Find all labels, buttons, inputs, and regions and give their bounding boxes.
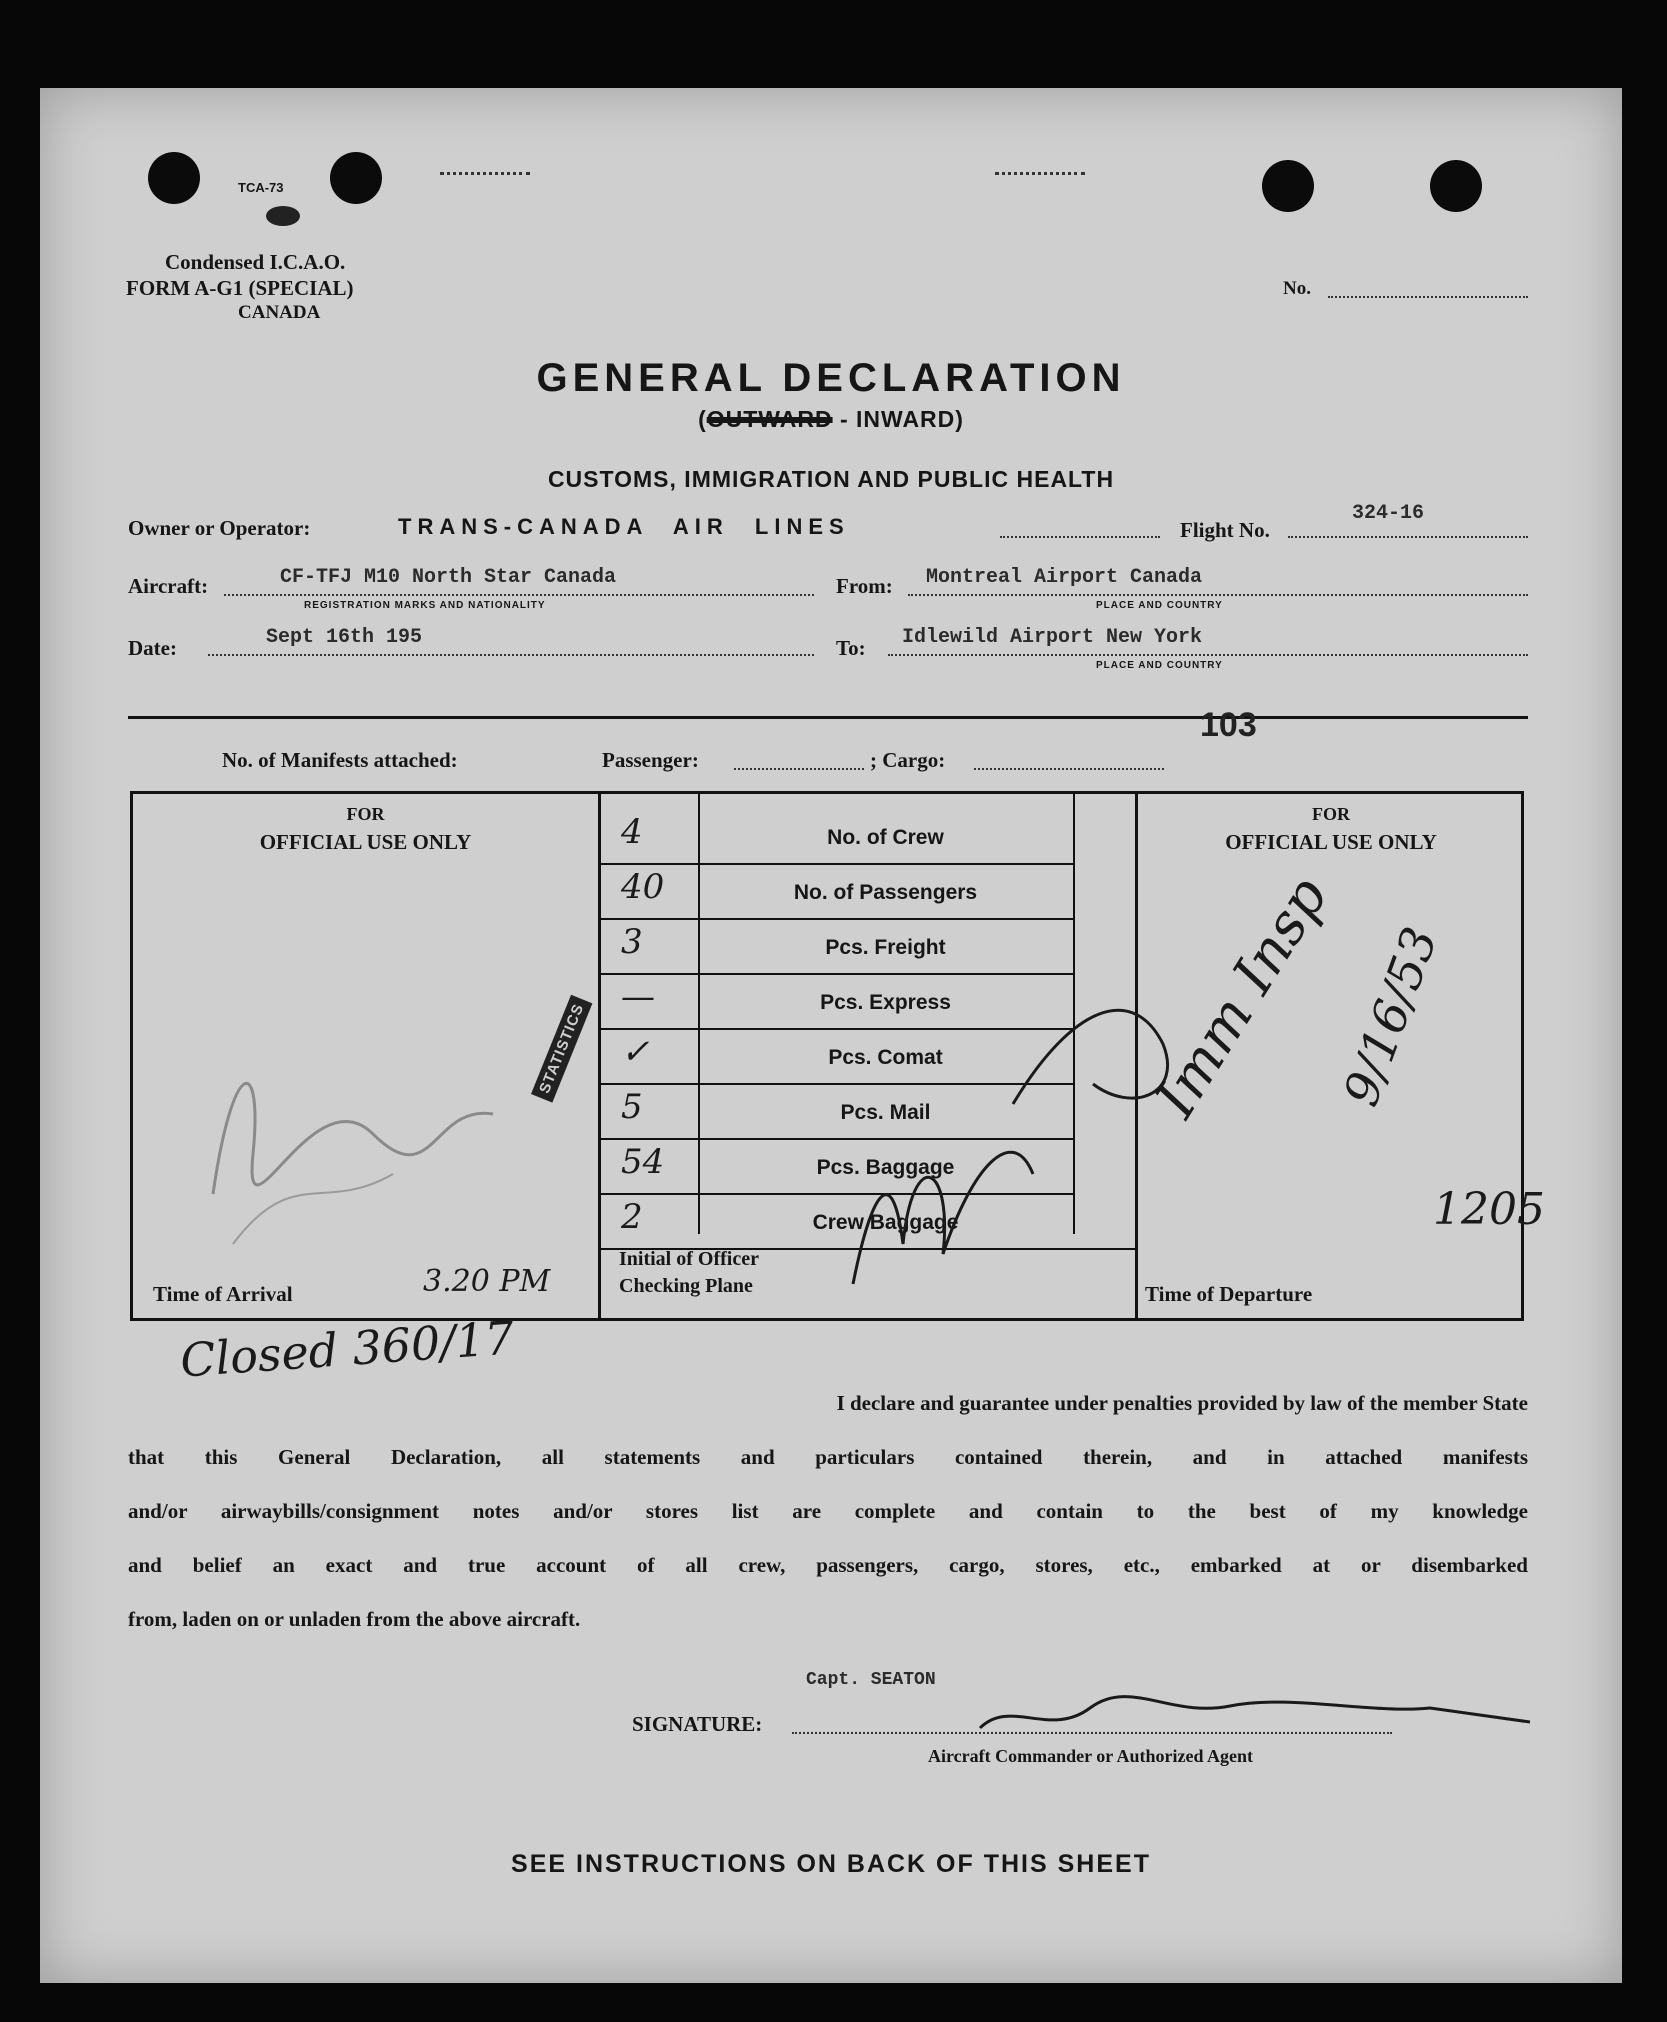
- closed-note: Closed 360/17: [178, 1310, 516, 1388]
- number-field[interactable]: [1328, 296, 1528, 298]
- document-sheet: [40, 88, 1622, 1983]
- captain-signature: [970, 1678, 1550, 1748]
- signature-label: SIGNATURE:: [632, 1712, 763, 1736]
- row-label: Pcs. Baggage: [816, 1156, 955, 1179]
- divider: [128, 716, 1528, 719]
- passenger-manifest-label: Passenger:: [602, 748, 699, 772]
- initial-label-line1: Initial of Officer: [619, 1248, 759, 1270]
- form-code: TCA-73: [238, 180, 284, 195]
- time-departure-label: Time of Departure: [1145, 1282, 1313, 1306]
- from-caption: PLACE AND COUNTRY: [1096, 600, 1223, 611]
- punch-hole: [330, 152, 382, 204]
- flight-label: Flight No.: [1180, 518, 1270, 542]
- right-header-line1: FOR: [1312, 804, 1350, 824]
- signature-caption: Aircraft Commander or Authorized Agent: [928, 1746, 1253, 1766]
- date-label: Date:: [128, 636, 177, 660]
- left-header-line1: FOR: [346, 804, 385, 824]
- owner-field[interactable]: [1000, 536, 1160, 538]
- punch-hole: [1262, 160, 1314, 212]
- open-paren: (: [698, 406, 707, 432]
- cargo-manifest-label: ; Cargo:: [870, 748, 946, 772]
- subtitle: CUSTOMS, IMMIGRATION AND PUBLIC HEALTH: [547, 466, 1115, 492]
- declaration-line: and/or airwaybills/consignment notes and/or stores list are complete and contain to the best of my knowledge: [128, 1499, 1528, 1523]
- row-divider: [601, 973, 1073, 975]
- time-departure-value: 1205: [1433, 1184, 1545, 1235]
- row-label: No. of Crew: [827, 826, 944, 849]
- row-value[interactable]: 40: [621, 867, 665, 907]
- owner-label: Owner or Operator:: [128, 516, 311, 540]
- passenger-manifest-field[interactable]: [734, 768, 864, 770]
- row-label: No. of Passengers: [793, 881, 978, 904]
- captain-name: Capt. SEATON: [806, 1670, 936, 1690]
- form-line-2: FORM A-G1 (SPECIAL): [126, 276, 354, 300]
- date-field[interactable]: [208, 654, 814, 656]
- flight-field[interactable]: [1288, 536, 1528, 538]
- right-header-line2: OFFICIAL USE ONLY: [1225, 830, 1437, 854]
- aircraft-label: Aircraft:: [128, 574, 209, 598]
- row-label: Pcs. Express: [820, 991, 951, 1014]
- punch-hole: [1430, 160, 1482, 212]
- overwritten-number: 103: [1200, 706, 1257, 744]
- right-official-header: [1138, 800, 1524, 856]
- row-label: Pcs. Freight: [825, 936, 946, 959]
- aircraft-field[interactable]: [224, 594, 814, 596]
- owner-value: TRANS-CANADA AIR LINES: [398, 514, 850, 539]
- row-label: Pcs. Comat: [828, 1046, 943, 1069]
- flight-value: 324-16: [1352, 502, 1425, 525]
- declaration-line: from, laden on or unladen from the above aircraft.: [128, 1607, 581, 1631]
- left-header-line2: OFFICIAL USE ONLY: [259, 830, 472, 854]
- inward-label: - INWARD): [832, 406, 964, 432]
- from-label: From:: [836, 574, 893, 598]
- form-line-1: Condensed I.C.A.O.: [165, 250, 346, 274]
- to-value: Idlewild Airport New York: [902, 626, 1203, 649]
- row-divider: [601, 918, 1073, 920]
- form-line-3: CANADA: [238, 302, 321, 323]
- to-caption: PLACE AND COUNTRY: [1096, 660, 1223, 671]
- date-value: Sept 16th 195: [266, 626, 423, 649]
- outward-struck: OUTWARD: [706, 406, 833, 432]
- aircraft-caption: REGISTRATION MARKS AND NATIONALITY: [304, 600, 546, 611]
- cargo-manifest-field[interactable]: [974, 768, 1164, 770]
- to-field[interactable]: [888, 654, 1528, 656]
- initial-officer-label: [619, 1246, 759, 1300]
- from-value: Montreal Airport Canada: [926, 566, 1203, 589]
- clip-mark: [440, 172, 530, 189]
- statistics-stamp: STATISTICS: [531, 995, 593, 1103]
- initial-label-line2: Checking Plane: [619, 1275, 753, 1297]
- clip-mark: [995, 172, 1085, 189]
- officer-initials: Imm Insp: [1143, 865, 1341, 1129]
- footer-instructions: SEE INSTRUCTIONS ON BACK OF THIS SHEET: [511, 1850, 1151, 1878]
- declaration-line: I declare and guarantee under penalties provided by law of the member State: [836, 1391, 1528, 1415]
- row-value[interactable]: 4: [621, 812, 643, 852]
- left-official-header: [133, 800, 598, 856]
- airline-logo-icon: [266, 206, 300, 226]
- to-label: To:: [836, 636, 866, 660]
- cargo-table: [130, 791, 1545, 1321]
- table-divider: [598, 794, 601, 1318]
- number-label: No.: [1283, 278, 1311, 299]
- page-title: GENERAL DECLARATION: [536, 356, 1126, 400]
- official-scrawl: [173, 1014, 553, 1274]
- row-value[interactable]: ✓: [621, 1032, 650, 1072]
- row-divider: [601, 863, 1073, 865]
- declaration-text: [128, 1376, 1528, 1646]
- row-label: Crew Baggage: [812, 1211, 959, 1234]
- row-label: Pcs. Mail: [840, 1101, 931, 1124]
- row-value[interactable]: 2: [621, 1197, 643, 1237]
- manifests-label: No. of Manifests attached:: [222, 748, 458, 772]
- officer-signature-scrawl: [833, 984, 1213, 1304]
- row-value[interactable]: —: [621, 977, 655, 1017]
- aircraft-value: CF-TFJ M10 North Star Canada: [280, 566, 617, 589]
- row-value[interactable]: 5: [621, 1087, 643, 1127]
- from-field[interactable]: [908, 594, 1528, 596]
- declaration-line: and belief an exact and true account of all crew, passengers, cargo, stores, etc., embarked at or disembarked: [128, 1553, 1528, 1577]
- row-value[interactable]: 3: [621, 922, 643, 962]
- officer-date: 9/16/53: [1333, 920, 1449, 1114]
- declaration-line: that this General Declaration, all statements and particulars contained therein, and in attached manifests: [128, 1445, 1528, 1469]
- direction-line: [40, 406, 1622, 433]
- time-arrival-value: 3.20 PM: [423, 1264, 551, 1299]
- time-arrival-label: Time of Arrival: [153, 1282, 293, 1306]
- row-value[interactable]: 54: [621, 1142, 665, 1182]
- punch-hole: [148, 152, 200, 204]
